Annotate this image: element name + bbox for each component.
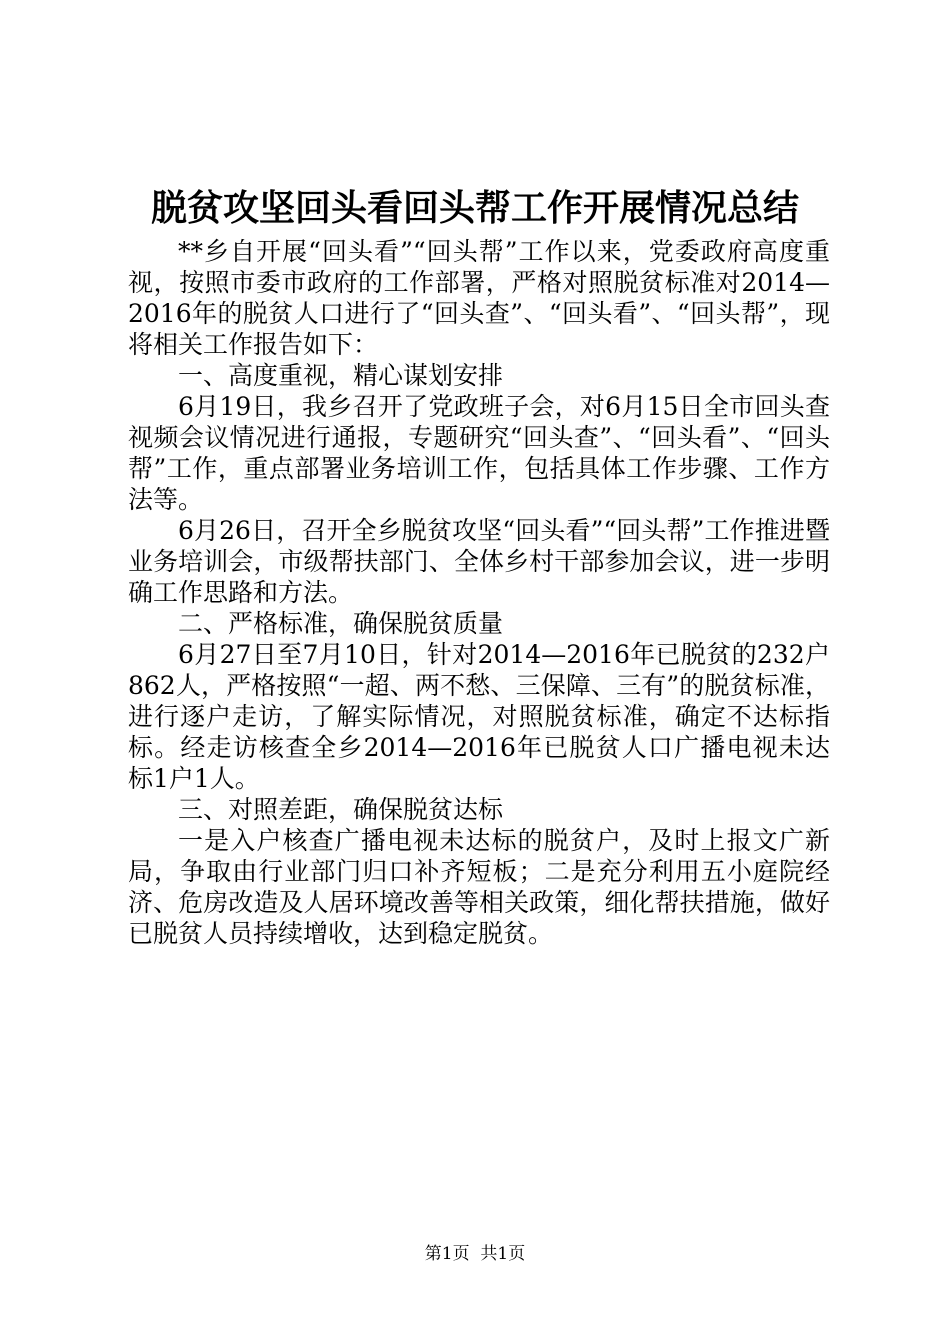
page-total: 共1页 (480, 1244, 526, 1264)
section-heading-1: 一、高度重视，精心谋划安排 (178, 361, 504, 390)
document-title: 脱贫攻坚回头看回头帮工作开展情况总结 (150, 187, 799, 229)
section-heading-3: 三、对照差距，确保脱贫达标 (178, 795, 504, 824)
section-1-paragraph-2: 6月26日，召开全乡脱贫攻坚“回头看”“回头帮”工作推进暨业务培训会，市级帮扶部门、全体乡村干部参加会议，进一步明确工作思路和方法。 (128, 516, 830, 607)
section-2-paragraph-1: 6月27日至7月10日，针对2014—2016年已脱贫的232户862人，严格按照“一超、两不愁、三保障、三有”的脱贫标准，进行逐户走访，了解实际情况，对照脱贫标准，确定不达标指标。经走访核查全乡2014—2016年已脱贫人口广播电视未达标1户1人。 (128, 640, 830, 793)
section-heading-2: 二、严格标准，确保脱贫质量 (178, 609, 504, 638)
section-3-paragraph-1: 一是入户核查广播电视未达标的脱贫户，及时上报文广新局，争取由行业部门归口补齐短板；二是充分利用五小庭院经济、危房改造及人居环境改善等相关政策，细化帮扶措施，做好已脱贫人员持续增收，达到稳定脱贫。 (128, 826, 830, 948)
intro-paragraph: **乡自开展“回头看”“回头帮”工作以来，党委政府高度重视，按照市委市政府的工作部署，严格对照脱贫标准对2014—2016年的脱贫人口进行了“回头查”、“回头看”、“回头帮”，现将相关工作报告如下： (128, 237, 830, 359)
document-body (128, 236, 830, 949)
page-footer (0, 1243, 950, 1265)
section-1-paragraph-1: 6月19日，我乡召开了党政班子会，对6月15日全市回头查视频会议情况进行通报，专题研究“回头查”、“回头看”、“回头帮”工作，重点部署业务培训工作，包括具体工作步骤、工作方法等。 (128, 392, 830, 514)
page-number: 第1页 (424, 1244, 470, 1264)
